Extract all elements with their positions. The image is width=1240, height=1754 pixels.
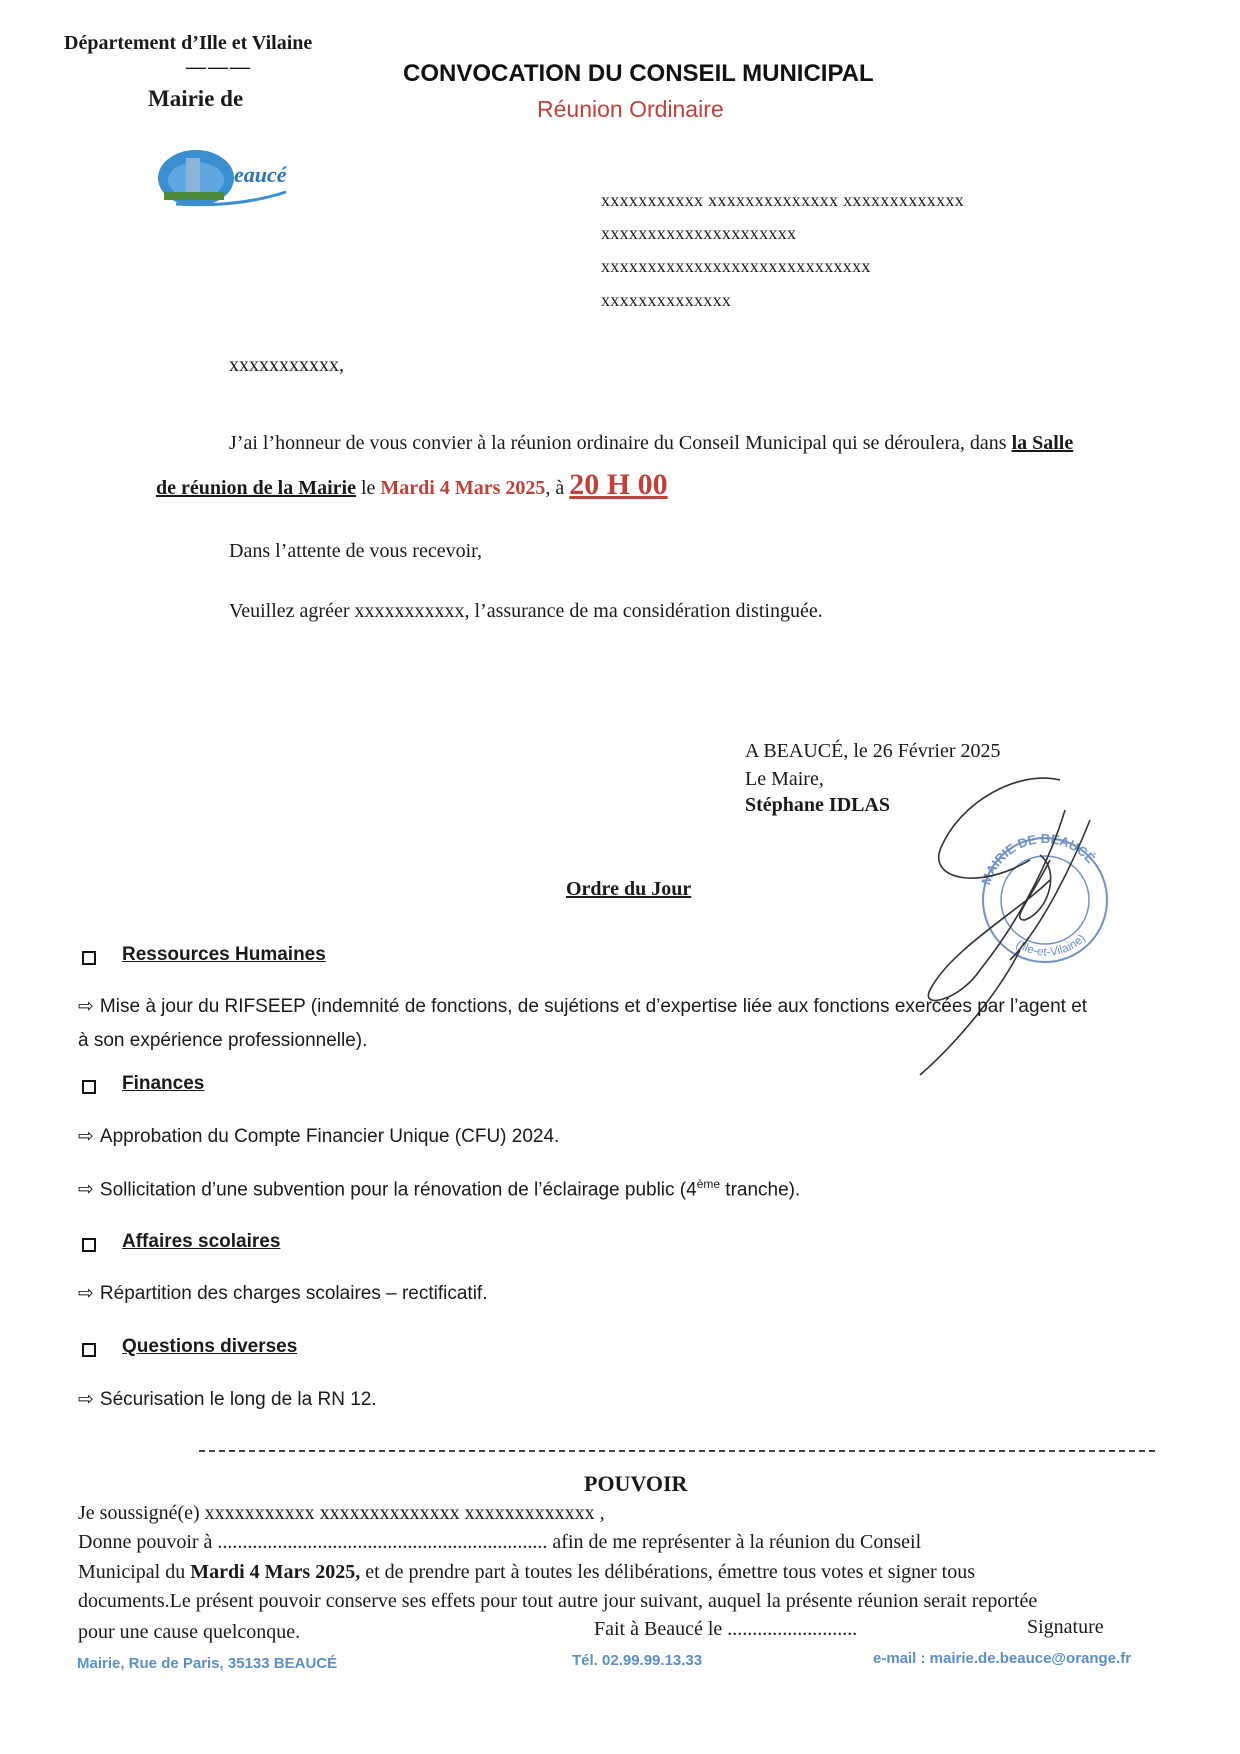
agenda-item-rn12: [78, 1388, 377, 1411]
pouvoir-title: POUVOIR: [584, 1471, 688, 1496]
section-checkbox-2: [82, 1080, 96, 1094]
pouvoir-line-1: Je soussigné(e) xxxxxxxxxxx xxxxxxxxxxxxxx xxxxxxxxxxxxx ,: [78, 1502, 605, 1524]
le-word: le: [355, 477, 381, 499]
agenda-item-charges-scolaires: [78, 1282, 487, 1305]
meeting-date: Mardi 4 Mars 2025: [380, 477, 546, 499]
address-line-1: xxxxxxxxxxx xxxxxxxxxxxxxx xxxxxxxxxxxxx: [601, 190, 964, 210]
pouvoir-line-3: [78, 1561, 975, 1584]
waiting-line: Dans l’attente de vous recevoir,: [229, 540, 482, 562]
agenda-item-text: Mise à jour du RIFSEEP (indemnité de fonctions, de sujétions et d’expertise liée aux fonctions exercées par l’agent et: [99, 996, 1088, 1017]
header-separator: ———: [186, 56, 252, 78]
footer-phone: Tél. 02.99.99.13.33: [572, 1652, 703, 1669]
agenda-item-text: Sécurisation le long de la RN 12.: [99, 1389, 377, 1410]
department-label: Département d’Ille et Vilaine: [64, 32, 313, 54]
meeting-place-part2: de réunion de la Mairie: [156, 477, 356, 499]
section-heading-ressources-humaines: Ressources Humaines: [122, 944, 326, 965]
section-checkbox-4: [82, 1343, 96, 1357]
arrow-right-icon: ⇨: [78, 1282, 94, 1304]
closing-line: Veuillez agréer xxxxxxxxxxx, l’assurance de ma considération distinguée.: [229, 600, 823, 622]
logo-field: [164, 192, 224, 200]
pouvoir-line-5: pour une cause quelconque.: [78, 1621, 301, 1643]
pouvoir-text: et de prendre part à toutes les délibérations, émettre tous votes et signer tous: [360, 1561, 976, 1583]
agenda-item-rifseep: [78, 995, 1087, 1018]
section-checkbox-3: [82, 1238, 96, 1252]
intro-text: J’ai l’honneur de vous convier à la réunion ordinaire du Conseil Municipal qui se déroulera, dans: [229, 432, 1012, 454]
footer-email[interactable]: e-mail : mairie.de.beauce@orange.fr: [873, 1650, 1132, 1667]
arrow-right-icon: ⇨: [78, 1178, 94, 1201]
agenda-item-text: Sollicitation d’une subvention pour la rénovation de l’éclairage public (4: [99, 1179, 697, 1201]
address-line-3: xxxxxxxxxxxxxxxxxxxxxxxxxxxxx: [601, 256, 871, 276]
logo-tower: [186, 158, 200, 192]
meeting-place-part1: la Salle: [1011, 432, 1074, 454]
ordinal-superscript: ème: [696, 1177, 721, 1191]
arrow-right-icon: ⇨: [78, 1125, 94, 1147]
intro-line-2: [156, 468, 668, 502]
address-line-2: xxxxxxxxxxxxxxxxxxxxx: [601, 223, 797, 243]
official-stamp: [978, 831, 1107, 962]
arrow-right-icon: ⇨: [78, 995, 94, 1017]
section-heading-finances: Finances: [122, 1073, 205, 1094]
intro-line-1: [229, 432, 1073, 455]
agenda-item-text: Approbation du Compte Financier Unique (CFU) 2024.: [99, 1126, 560, 1147]
stamp-top-text: MAIRIE DE BEAUCÉ: [978, 830, 1099, 887]
document-subtitle: Réunion Ordinaire: [537, 96, 724, 122]
agenda-item-text-end: tranche).: [720, 1179, 801, 1201]
signature-and-stamp: [900, 770, 1130, 1090]
place-date: A BEAUCÉ, le 26 Février 2025: [745, 740, 1001, 762]
document-title: CONVOCATION DU CONSEIL MUNICIPAL: [403, 60, 874, 87]
mayor-name: Stéphane IDLAS: [745, 794, 891, 816]
section-heading-affaires-scolaires: Affaires scolaires: [122, 1231, 281, 1252]
agenda-item-subvention: [78, 1177, 800, 1201]
agenda-item-text: Répartition des charges scolaires – rectificatif.: [99, 1283, 488, 1304]
mayor-role: Le Maire,: [745, 768, 824, 790]
arrow-right-icon: ⇨: [78, 1388, 94, 1410]
a-word: , à: [545, 477, 570, 499]
salutation: xxxxxxxxxxx,: [229, 354, 344, 376]
signature-label: Signature: [1027, 1616, 1104, 1638]
agenda-title: Ordre du Jour: [566, 878, 692, 900]
section-heading-questions-diverses: Questions diverses: [122, 1336, 298, 1357]
agenda-item-cfu: [78, 1125, 559, 1148]
section-checkbox-1: [82, 951, 96, 965]
fait-a-beauce: Fait à Beaucé le ..........................: [594, 1618, 858, 1640]
pouvoir-line-4: documents.Le présent pouvoir conserve ses effets pour tout autre jour suivant, auquel la présente réunion serait reportée: [78, 1590, 1038, 1612]
meeting-time: 20 H 00: [569, 468, 668, 501]
stamp-bottom-text: (Ille-et-Vilaine): [1013, 931, 1089, 959]
pouvoir-line-2: Donne pouvoir à .................................................................. afin de me représenter à la réunion du Conseil: [78, 1531, 922, 1553]
mairie-label: Mairie de: [148, 86, 244, 111]
handwritten-signature: [920, 778, 1090, 1075]
beauce-logo: [156, 136, 296, 212]
agenda-item-rifseep-cont: à son expérience professionnelle).: [78, 1030, 368, 1051]
pouvoir-date: Mardi 4 Mars 2025,: [190, 1561, 361, 1583]
logo-text: eaucé: [234, 162, 287, 187]
pouvoir-text: Municipal du: [78, 1561, 191, 1583]
svg-text:(Ille-et-Vilaine): [1014, 931, 1089, 959]
footer-address: Mairie, Rue de Paris, 35133 BEAUCÉ: [77, 1655, 338, 1672]
address-line-4: xxxxxxxxxxxxxx: [601, 290, 732, 310]
cut-line-separator: [199, 1450, 1155, 1452]
